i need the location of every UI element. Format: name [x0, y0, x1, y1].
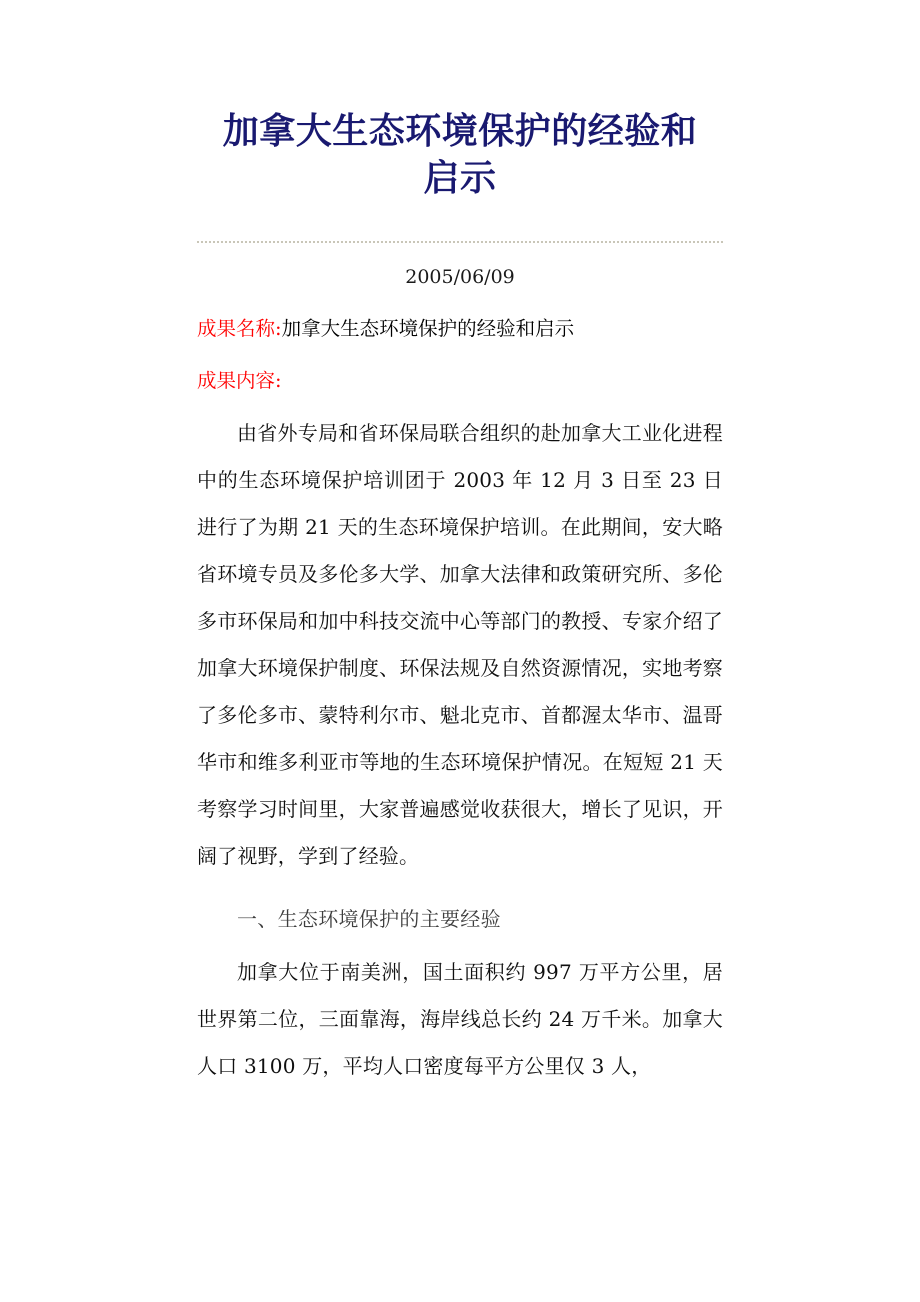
section-paragraph: 加拿大位于南美洲，国土面积约 997 万平方公里，居世界第二位，三面靠海，海岸线总长约 24 万千米。加拿大人口 3100 万，平均人口密度每平方公里仅 3 人， — [197, 960, 723, 1078]
document-content — [197, 0, 723, 1090]
body-paragraph: 由省外专局和省环保局联合组织的赴加拿大工业化进程中的生态环境保护培训团于 2003 年 12 月 3 日至 23 日进行了为期 21 天的生态环境保护培训。在此期间，安大略省环境专员及多伦多大学、加拿大法律和政策研究所、多伦多市环保局和加中科技交流中心等部门的教授、专家介绍了加拿大环境保护制度、环保法规及自然资源情况，实地考察了多伦多市、蒙特利尔市、魁北克市、首都渥太华市、温哥华市和维多利亚市等地的生态环境保护情况。在短短 21 天考察学习时间里，大家普遍感觉收获很大，增长了见识，开阔了视野，学到了经验。 — [197, 421, 723, 868]
field-result-name — [197, 290, 723, 344]
field-result-name-value: 加拿大生态环境保护的经验和启示 — [281, 317, 575, 340]
document-date: 2005/06/09 — [405, 266, 515, 288]
field-result-content-label: 成果内容: — [197, 369, 282, 392]
field-result-content — [197, 344, 723, 396]
page-title — [197, 0, 723, 202]
field-result-name-label: 成果名称: — [197, 317, 282, 340]
page-title-line-2: 启示 — [423, 157, 497, 199]
page-title-line-1: 加拿大生态环境保护的经验和 — [222, 110, 698, 152]
section-heading: 一、生态环境保护的主要经验 — [237, 907, 501, 931]
